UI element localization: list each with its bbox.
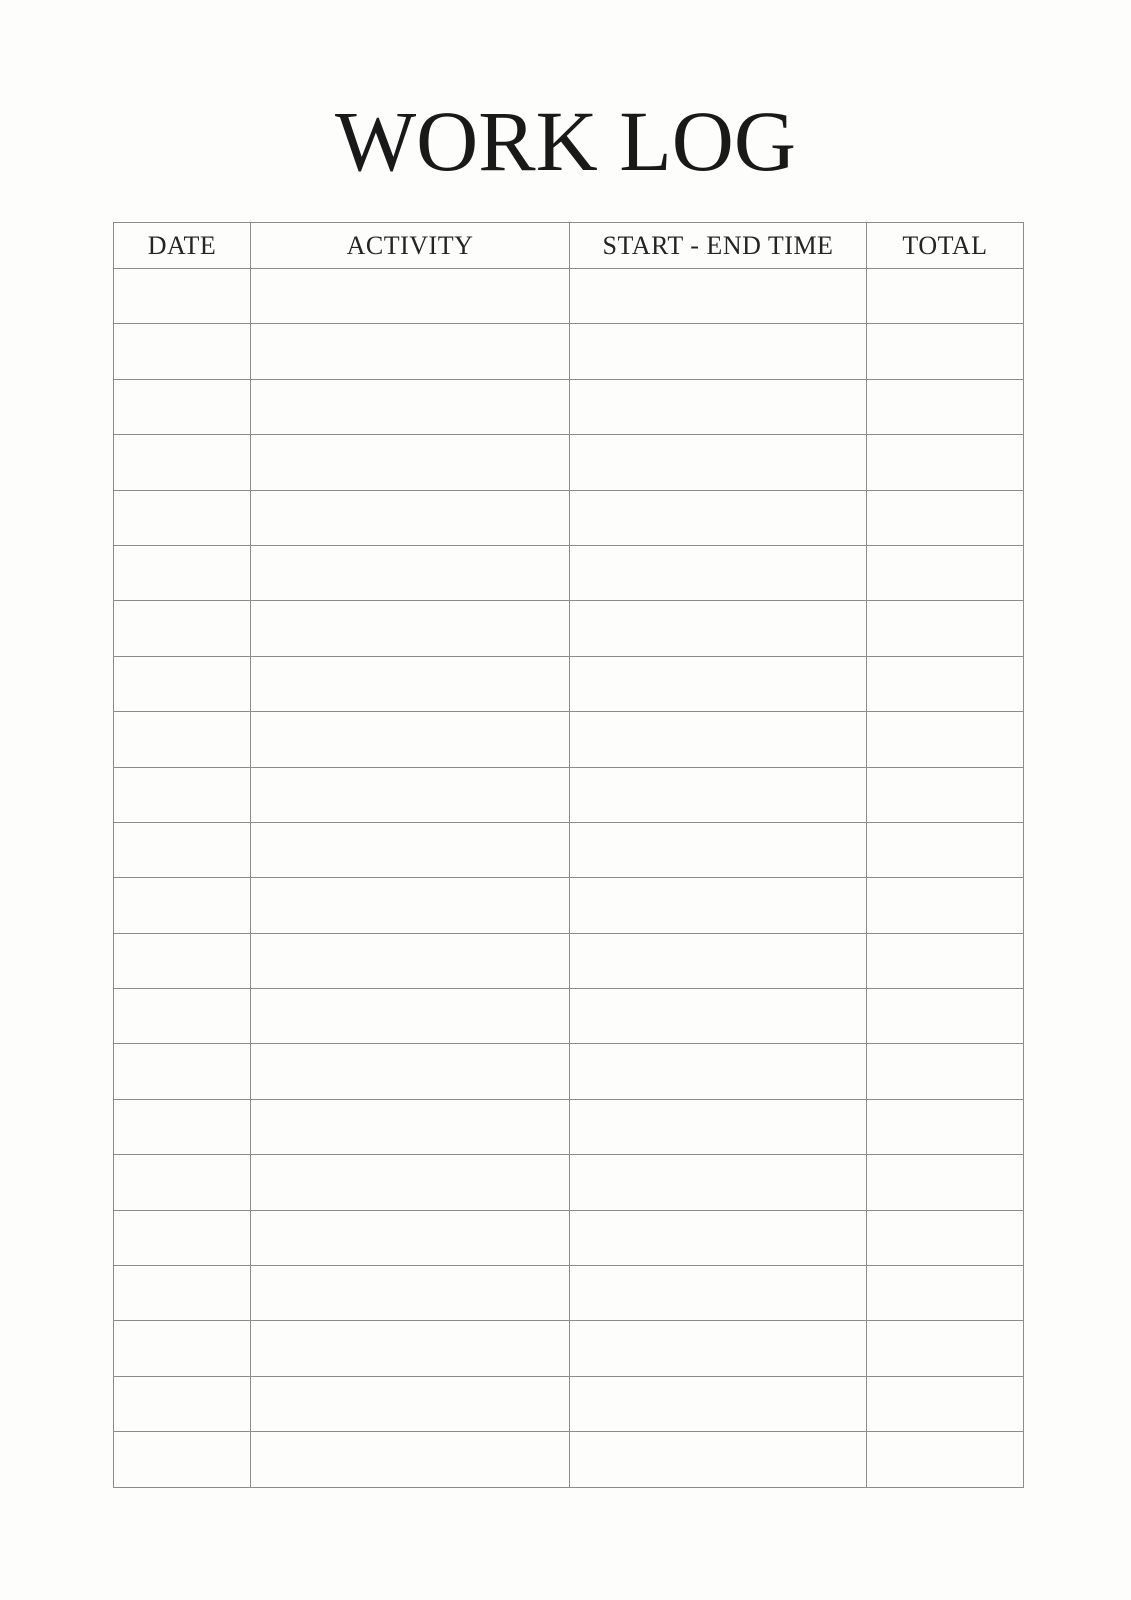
table-cell [570, 933, 867, 988]
table-row [114, 878, 1024, 933]
table-cell [867, 1432, 1024, 1487]
table-cell [251, 933, 570, 988]
table-cell [570, 1321, 867, 1376]
table-cell [570, 1099, 867, 1154]
table-cell [867, 1044, 1024, 1099]
page-title: WORK LOG [335, 93, 796, 189]
table-cell [251, 1155, 570, 1210]
table-cell [251, 1376, 570, 1431]
table-row [114, 989, 1024, 1044]
table-cell [251, 989, 570, 1044]
table-cell [251, 324, 570, 379]
table-row [114, 933, 1024, 988]
table-row [114, 1210, 1024, 1265]
table-cell [570, 545, 867, 600]
table-cell [251, 379, 570, 434]
table-cell [867, 1099, 1024, 1154]
table-row [114, 324, 1024, 379]
table-cell [114, 1099, 251, 1154]
table-cell [570, 435, 867, 490]
table-row [114, 767, 1024, 822]
table-cell [867, 656, 1024, 711]
table-cell [867, 822, 1024, 877]
table-cell [867, 269, 1024, 324]
table-cell [251, 601, 570, 656]
table-cell [867, 933, 1024, 988]
table-cell [251, 878, 570, 933]
table-cell [114, 878, 251, 933]
table-row [114, 490, 1024, 545]
table-cell [114, 767, 251, 822]
table-row [114, 269, 1024, 324]
table-cell [570, 989, 867, 1044]
table-cell [570, 656, 867, 711]
table-cell [251, 712, 570, 767]
table-cell [251, 767, 570, 822]
table-cell [867, 767, 1024, 822]
table-row [114, 712, 1024, 767]
work-log-table [113, 222, 1024, 1488]
table-cell [114, 933, 251, 988]
table-cell [867, 878, 1024, 933]
table-cell [114, 1376, 251, 1431]
table-cell [251, 269, 570, 324]
table-row [114, 822, 1024, 877]
table-cell [867, 379, 1024, 434]
table-cell [867, 1266, 1024, 1321]
table-cell [114, 822, 251, 877]
table-cell [114, 1321, 251, 1376]
table-cell [114, 269, 251, 324]
table-cell [251, 435, 570, 490]
table-cell [251, 545, 570, 600]
table-cell [114, 1044, 251, 1099]
table-cell [570, 767, 867, 822]
table-cell [114, 989, 251, 1044]
table-cell [867, 1210, 1024, 1265]
column-header-activity: ACTIVITY [251, 223, 570, 269]
table-cell [570, 601, 867, 656]
table-header [114, 223, 1024, 269]
header-row [114, 223, 1024, 269]
table-cell [570, 1210, 867, 1265]
table-row [114, 435, 1024, 490]
column-header-total: TOTAL [867, 223, 1024, 269]
column-header-date: DATE [114, 223, 251, 269]
table-row [114, 379, 1024, 434]
table-cell [570, 822, 867, 877]
table-cell [114, 601, 251, 656]
table-cell [570, 269, 867, 324]
table-cell [570, 1432, 867, 1487]
column-header-start-end-time: START - END TIME [570, 223, 867, 269]
table-cell [114, 1155, 251, 1210]
table-cell [114, 435, 251, 490]
table-cell [251, 822, 570, 877]
table-cell [867, 435, 1024, 490]
table-body [114, 269, 1024, 1488]
table-cell [570, 1266, 867, 1321]
table-cell [867, 490, 1024, 545]
table-row [114, 1266, 1024, 1321]
table-cell [251, 1432, 570, 1487]
table-cell [114, 1210, 251, 1265]
table-cell [251, 1099, 570, 1154]
table-cell [867, 1321, 1024, 1376]
table-cell [570, 1376, 867, 1431]
table-row [114, 1099, 1024, 1154]
table-row [114, 1155, 1024, 1210]
table-cell [114, 379, 251, 434]
table-cell [251, 1321, 570, 1376]
table-cell [867, 545, 1024, 600]
table-row [114, 1321, 1024, 1376]
table-cell [114, 712, 251, 767]
table-row [114, 545, 1024, 600]
table-row [114, 656, 1024, 711]
table-cell [251, 656, 570, 711]
table-row [114, 601, 1024, 656]
table-cell [867, 989, 1024, 1044]
table-cell [570, 712, 867, 767]
table-cell [867, 1155, 1024, 1210]
table-row [114, 1044, 1024, 1099]
table-cell [570, 1155, 867, 1210]
table-cell [570, 490, 867, 545]
table-cell [251, 1044, 570, 1099]
table-row [114, 1432, 1024, 1487]
table-cell [570, 1044, 867, 1099]
table-cell [114, 490, 251, 545]
table-cell [251, 490, 570, 545]
table-cell [251, 1210, 570, 1265]
table-cell [570, 878, 867, 933]
table-cell [114, 1432, 251, 1487]
table-cell [114, 1266, 251, 1321]
table-cell [867, 601, 1024, 656]
table-cell [867, 1376, 1024, 1431]
table-cell [570, 379, 867, 434]
table-cell [114, 324, 251, 379]
table-cell [251, 1266, 570, 1321]
table-cell [867, 712, 1024, 767]
table-row [114, 1376, 1024, 1431]
table-cell [867, 324, 1024, 379]
table-cell [570, 324, 867, 379]
table-cell [114, 656, 251, 711]
table-cell [114, 545, 251, 600]
